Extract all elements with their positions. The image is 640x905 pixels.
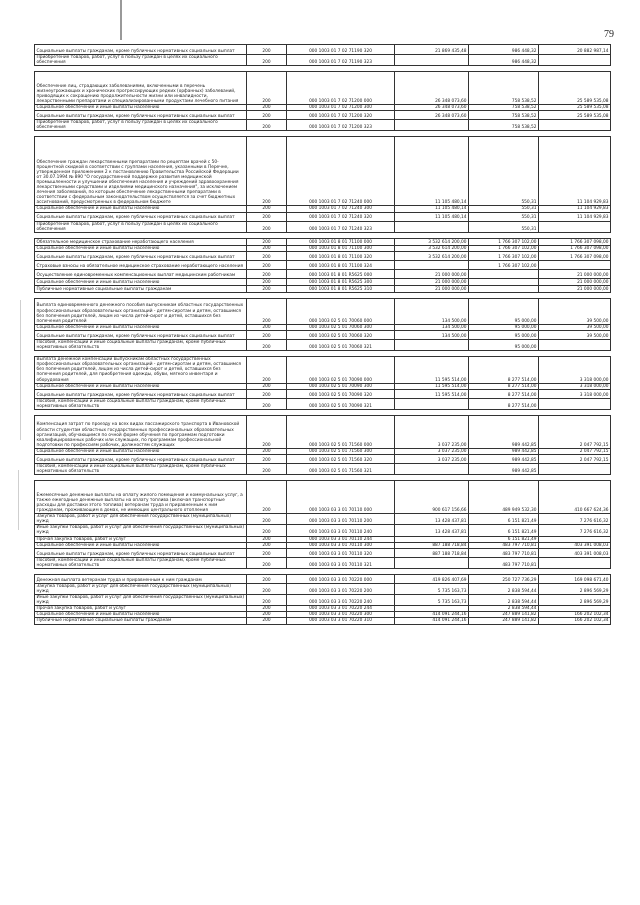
table-row	[35, 536, 611, 542]
row-description: Иные закупки товаров, работ и услуг для обеспечения государственных (муниципальных) нужд	[35, 525, 247, 536]
row-admin-code: 200	[247, 278, 287, 285]
row-admin-code: 200	[247, 269, 287, 278]
row-approved-amount: 11 595 514,00	[395, 389, 469, 398]
row-admin-code: 200	[247, 339, 287, 350]
row-admin-code: 200	[247, 448, 287, 454]
row-approved-amount: 26 348 073,60	[395, 72, 469, 105]
row-approved-amount: 13 428 437,81	[395, 514, 469, 525]
row-executed-amount: 95 000,00	[469, 298, 539, 324]
row-budget-code: 000 1003 02 5 01 70060 300	[287, 324, 395, 330]
row-budget-code: 000 1003 01 7 02 71200 320	[287, 111, 395, 120]
table-row	[35, 251, 611, 260]
row-unexecuted-amount: 21 000 000,00	[539, 278, 611, 285]
page-number: 79	[604, 29, 614, 40]
row-description: Пособия, компенсации и иные социальные выплаты гражданам, кроме публичных нормативных обязательств	[35, 339, 247, 350]
row-approved-amount: 3 037 235,00	[395, 448, 469, 454]
row-admin-code: 200	[247, 398, 287, 409]
row-approved-amount: 134 500,00	[395, 298, 469, 324]
row-unexecuted-amount: 7 276 616,32	[539, 525, 611, 536]
table-row	[35, 606, 611, 612]
row-description: Социальные выплаты гражданам, кроме публичных нормативных социальных выплат	[35, 45, 247, 55]
table-row	[35, 548, 611, 557]
row-admin-code: 200	[247, 481, 287, 514]
row-description: Денежная выплата ветеранам труда и приравненным к ним гражданам	[35, 574, 247, 583]
row-approved-amount: 887 188 718,84	[395, 548, 469, 557]
row-unexecuted-amount: 11 104 929,83	[539, 206, 611, 212]
table-row	[35, 238, 611, 245]
row-approved-amount: 5 735 163,73	[395, 595, 469, 606]
table-row	[35, 330, 611, 339]
row-budget-code: 000 1003 03 3 01 70220 310	[287, 618, 395, 624]
row-approved-amount: 11 105 480,14	[395, 137, 469, 206]
row-executed-amount: 95 000,00	[469, 330, 539, 339]
row-description: Пособия, компенсации и иные социальные выплаты гражданам, кроме публичных нормативных обязательств	[35, 557, 247, 568]
row-unexecuted-amount: 2 896 569,29	[539, 595, 611, 606]
row-unexecuted-amount: 169 098 671,40	[539, 574, 611, 583]
row-admin-code: 200	[247, 245, 287, 251]
row-executed-amount: 986 448,32	[469, 45, 539, 55]
row-description: Социальные выплаты гражданам, кроме публичных нормативных социальных выплат	[35, 251, 247, 260]
row-description: Социальное обеспечение и иные выплаты населению	[35, 206, 247, 212]
row-unexecuted-amount: 166 202 102,34	[539, 618, 611, 624]
row-approved-amount: 11 105 480,14	[395, 206, 469, 212]
table-row	[35, 357, 611, 383]
row-budget-code: 000 1003 03 3 01 70110 321	[287, 557, 395, 568]
row-unexecuted-amount: 2 047 792,15	[539, 454, 611, 463]
row-admin-code: 200	[247, 137, 287, 206]
row-description: Обязательное медицинское страхование неработающего населения	[35, 238, 247, 245]
table-row	[35, 612, 611, 618]
table-row	[35, 298, 611, 324]
table-row	[35, 245, 611, 251]
row-budget-code: 000 1003 01 7 02 71190 323	[287, 55, 395, 66]
row-approved-amount: 900 617 156,66	[395, 481, 469, 514]
row-unexecuted-amount	[539, 221, 611, 232]
table-row	[35, 574, 611, 583]
row-description: Компенсация затрат по проезду на всех видах пассажирского транспорта в Ивановской области студентам областных государственных профессиональных образовательных организаций, обучающимся по очной форме обучения по программам подготовки квалифицированных рабочих или служащих, по программам профессиональной подготовки по профессиям рабочих, должностям служащих	[35, 415, 247, 448]
row-admin-code: 200	[247, 357, 287, 383]
row-admin-code: 200	[247, 463, 287, 474]
row-unexecuted-amount	[539, 557, 611, 568]
row-description: Социальное обеспечение и иные выплаты населению	[35, 448, 247, 454]
row-executed-amount: 989 442,85	[469, 454, 539, 463]
row-description: Социальные выплаты гражданам, кроме публичных нормативных социальных выплат	[35, 389, 247, 398]
row-executed-amount: 8 277 514,00	[469, 398, 539, 409]
table-row	[35, 463, 611, 474]
row-approved-amount: 887 188 718,84	[395, 542, 469, 548]
row-admin-code: 200	[247, 583, 287, 594]
row-executed-amount: 2 838 594,44	[469, 583, 539, 594]
table-row	[35, 278, 611, 285]
row-budget-code: 000 1003 02 5 01 71560 321	[287, 463, 395, 474]
row-approved-amount: 414 091 244,16	[395, 612, 469, 618]
row-approved-amount	[395, 339, 469, 350]
row-budget-code: 000 1003 03 3 01 70220 240	[287, 595, 395, 606]
row-budget-code: 000 1003 01 8 01 71100 324	[287, 260, 395, 269]
row-description: Пособия, компенсации и иные социальные выплаты гражданам, кроме публичных нормативных обязательств	[35, 463, 247, 474]
budget-execution-table	[34, 44, 611, 625]
row-budget-code: 000 1003 02 5 01 71560 320	[287, 454, 395, 463]
row-budget-code: 000 1003 01 8 01 71100 300	[287, 245, 395, 251]
row-description: Социальное обеспечение и иные выплаты населению	[35, 324, 247, 330]
row-unexecuted-amount	[539, 55, 611, 66]
row-description: Приобретение товаров, работ, услуг в пользу граждан в целях их социального обеспечения	[35, 55, 247, 66]
table-row	[35, 212, 611, 221]
row-description: Прочая закупка товаров, работ и услуг	[35, 536, 247, 542]
row-approved-amount: 11 595 514,00	[395, 357, 469, 383]
row-admin-code: 200	[247, 536, 287, 542]
row-description: Публичные нормативные социальные выплаты гражданам	[35, 285, 247, 292]
row-approved-amount	[395, 260, 469, 269]
row-approved-amount	[395, 221, 469, 232]
row-unexecuted-amount: 25 589 535,08	[539, 111, 611, 120]
row-admin-code: 200	[247, 415, 287, 448]
row-unexecuted-amount: 39 500,00	[539, 324, 611, 330]
row-executed-amount: 95 000,00	[469, 324, 539, 330]
row-budget-code: 000 1003 02 5 01 70060 320	[287, 330, 395, 339]
row-budget-code: 000 1003 02 5 01 70090 000	[287, 357, 395, 383]
row-admin-code: 200	[247, 251, 287, 260]
table-row	[35, 324, 611, 330]
row-admin-code: 200	[247, 298, 287, 324]
row-unexecuted-amount: 1 766 307 098,00	[539, 251, 611, 260]
row-budget-code: 000 1003 01 7 02 71240 300	[287, 206, 395, 212]
row-approved-amount: 3 037 235,00	[395, 415, 469, 448]
scan-artifact-line	[18, 470, 19, 530]
row-executed-amount: 8 277 514,00	[469, 389, 539, 398]
row-admin-code: 200	[247, 111, 287, 120]
row-description: Социальное обеспечение и иные выплаты населению	[35, 612, 247, 618]
row-admin-code: 200	[247, 618, 287, 624]
row-unexecuted-amount: 3 318 000,00	[539, 389, 611, 398]
row-executed-amount: 986 448,32	[469, 55, 539, 66]
row-approved-amount: 11 105 480,14	[395, 212, 469, 221]
row-executed-amount	[469, 269, 539, 278]
row-admin-code: 200	[247, 548, 287, 557]
table-row	[35, 137, 611, 206]
row-budget-code: 000 1003 02 5 01 70060 000	[287, 298, 395, 324]
row-admin-code: 200	[247, 525, 287, 536]
row-executed-amount: 758 538,52	[469, 120, 539, 131]
row-budget-code: 000 1003 02 5 01 70090 300	[287, 383, 395, 389]
row-approved-amount: 11 595 514,00	[395, 383, 469, 389]
table-row	[35, 583, 611, 594]
row-unexecuted-amount: 39 500,00	[539, 330, 611, 339]
table-row	[35, 111, 611, 120]
scan-artifact-line	[20, 300, 21, 440]
table-row	[35, 514, 611, 525]
row-executed-amount: 250 727 736,29	[469, 574, 539, 583]
row-executed-amount: 483 797 710,81	[469, 542, 539, 548]
row-budget-code: 000 1003 01 7 02 71200 300	[287, 105, 395, 111]
row-description: Социальное обеспечение и иные выплаты населению	[35, 105, 247, 111]
table-row	[35, 454, 611, 463]
row-budget-code: 000 1003 01 8 01 R5625 300	[287, 278, 395, 285]
row-unexecuted-amount: 3 318 000,00	[539, 383, 611, 389]
row-budget-code: 000 1003 01 7 02 71190 320	[287, 45, 395, 55]
row-description: Выплата денежной компенсации выпускникам областных государственных профессиональных образовательных организаций - детям-сиротам и детям, оставшимся без попечения родителей, лицам из числа детей-сирот и детей, оставшихся без попечения родителей, для приобретения одежды, обуви, мягкого инвентаря и оборудования	[35, 357, 247, 383]
row-executed-amount: 247 889 141,82	[469, 618, 539, 624]
row-executed-amount: 1 766 307 102,00	[469, 251, 539, 260]
row-approved-amount: 3 037 235,00	[395, 454, 469, 463]
row-description: Социальные выплаты гражданам, кроме публичных нормативных социальных выплат	[35, 111, 247, 120]
table-row	[35, 618, 611, 624]
table-row	[35, 221, 611, 232]
row-executed-amount: 989 442,85	[469, 463, 539, 474]
row-executed-amount: 6 151 821,49	[469, 525, 539, 536]
row-approved-amount	[395, 398, 469, 409]
row-description: Обеспечение граждан лекарственными препаратами по рецептам врачей с 50-процентной скидкой в соответствии с группами населения, указанными в Перечне, утвержденном приложением 2 к постановлению Правительства Российской Федерации от 30.07.1994 № 890 "О государственной поддержке развития медицинской промышленности и улучшении обеспечения населения и учреждений здравоохранения лекарственными средствами и изделиями медицинского назначения", за исключением лечения заболеваний, по которым обеспечение лекарственными препаратами в соответствии с федеральным законодательством осуществляется за счет бюджетных ассигнований, предусмотренных в федеральном бюджете	[35, 137, 247, 206]
row-admin-code: 200	[247, 383, 287, 389]
row-budget-code: 000 1003 03 3 01 70110 200	[287, 514, 395, 525]
row-budget-code: 000 1003 03 3 01 70220 200	[287, 583, 395, 594]
table-row	[35, 120, 611, 131]
table-body	[35, 45, 611, 625]
row-budget-code: 000 1003 03 3 01 70220 000	[287, 574, 395, 583]
row-admin-code: 200	[247, 55, 287, 66]
row-admin-code: 200	[247, 45, 287, 55]
row-executed-amount: 1 766 307 102,00	[469, 245, 539, 251]
table-row	[35, 383, 611, 389]
row-budget-code: 000 1003 02 5 01 71560 300	[287, 448, 395, 454]
row-description: Прочая закупка товаров, работ и услуг	[35, 606, 247, 612]
row-budget-code: 000 1003 01 8 01 R5625 000	[287, 269, 395, 278]
row-unexecuted-amount: 410 667 624,36	[539, 481, 611, 514]
table-row	[35, 525, 611, 536]
table-row	[35, 448, 611, 454]
row-executed-amount: 483 797 710,81	[469, 548, 539, 557]
row-admin-code: 200	[247, 260, 287, 269]
row-executed-amount: 989 442,85	[469, 415, 539, 448]
row-approved-amount: 3 532 614 200,00	[395, 238, 469, 245]
row-executed-amount: 550,31	[469, 221, 539, 232]
row-unexecuted-amount	[539, 398, 611, 409]
row-admin-code: 200	[247, 612, 287, 618]
table-row	[35, 72, 611, 105]
row-executed-amount: 758 538,52	[469, 105, 539, 111]
row-admin-code: 200	[247, 330, 287, 339]
row-executed-amount: 2 838 594,44	[469, 606, 539, 612]
row-unexecuted-amount	[539, 463, 611, 474]
row-admin-code: 200	[247, 238, 287, 245]
row-unexecuted-amount: 1 766 307 098,00	[539, 245, 611, 251]
table-row	[35, 415, 611, 448]
row-unexecuted-amount: 2 047 792,15	[539, 415, 611, 448]
row-executed-amount: 1 766 307 102,00	[469, 260, 539, 269]
row-admin-code: 200	[247, 206, 287, 212]
row-admin-code: 200	[247, 221, 287, 232]
row-admin-code: 200	[247, 514, 287, 525]
row-budget-code: 000 1003 02 5 01 71560 000	[287, 415, 395, 448]
row-description: Социальные выплаты гражданам, кроме публичных нормативных социальных выплат	[35, 454, 247, 463]
table-row	[35, 481, 611, 514]
row-executed-amount: 8 277 514,00	[469, 383, 539, 389]
row-unexecuted-amount: 39 500,00	[539, 298, 611, 324]
row-budget-code: 000 1003 03 3 01 70220 244	[287, 606, 395, 612]
row-description: Закупка товаров, работ и услуг для обеспечения государственных (муниципальных) нужд	[35, 583, 247, 594]
row-admin-code: 200	[247, 454, 287, 463]
row-approved-amount: 26 348 073,60	[395, 111, 469, 120]
row-budget-code: 000 1003 01 7 02 71240 320	[287, 212, 395, 221]
row-unexecuted-amount: 11 104 929,83	[539, 137, 611, 206]
scan-mark	[120, 0, 122, 40]
row-executed-amount: 95 000,00	[469, 339, 539, 350]
row-description: Социальные выплаты гражданам, кроме публичных нормативных социальных выплат	[35, 212, 247, 221]
row-approved-amount: 21 000 000,00	[395, 269, 469, 278]
row-approved-amount	[395, 463, 469, 474]
row-approved-amount: 21 000 000,00	[395, 278, 469, 285]
table-row	[35, 55, 611, 66]
row-unexecuted-amount: 25 589 535,08	[539, 72, 611, 105]
row-admin-code: 200	[247, 389, 287, 398]
row-admin-code: 200	[247, 595, 287, 606]
row-budget-code: 000 1003 01 8 01 71100 000	[287, 238, 395, 245]
row-unexecuted-amount: 25 589 535,08	[539, 105, 611, 111]
row-executed-amount: 550,31	[469, 206, 539, 212]
row-approved-amount: 134 500,00	[395, 330, 469, 339]
table-row	[35, 260, 611, 269]
row-unexecuted-amount: 403 391 008,03	[539, 548, 611, 557]
table-row	[35, 206, 611, 212]
row-approved-amount: 21 869 435,48	[395, 45, 469, 55]
table-row	[35, 542, 611, 548]
table-row	[35, 339, 611, 350]
row-admin-code: 200	[247, 285, 287, 292]
row-budget-code: 000 1003 03 3 01 70110 240	[287, 525, 395, 536]
row-executed-amount: 550,31	[469, 137, 539, 206]
row-executed-amount: 2 838 594,44	[469, 595, 539, 606]
row-executed-amount	[469, 285, 539, 292]
row-executed-amount: 1 766 307 102,00	[469, 238, 539, 245]
row-approved-amount: 414 091 244,16	[395, 618, 469, 624]
row-unexecuted-amount: 21 000 000,00	[539, 285, 611, 292]
row-description: Осуществление единовременных компенсационных выплат медицинским работникам	[35, 269, 247, 278]
row-approved-amount: 21 000 000,00	[395, 285, 469, 292]
row-approved-amount: 3 532 614 200,00	[395, 245, 469, 251]
row-description: Приобретение товаров, работ, услуг в пользу граждан в целях их социального обеспечения	[35, 221, 247, 232]
row-description: Закупка товаров, работ и услуг для обеспечения государственных (муниципальных) нужд	[35, 514, 247, 525]
row-admin-code: 200	[247, 324, 287, 330]
row-description: Пособия, компенсации и иные социальные выплаты гражданам, кроме публичных нормативных обязательств	[35, 398, 247, 409]
row-budget-code: 000 1003 03 3 01 70110 000	[287, 481, 395, 514]
row-approved-amount: 13 428 437,81	[395, 525, 469, 536]
row-description: Страховые взносы на обязательное медицинское страхование неработающего населения	[35, 260, 247, 269]
table-row	[35, 269, 611, 278]
row-admin-code: 200	[247, 574, 287, 583]
row-admin-code: 200	[247, 72, 287, 105]
row-approved-amount: 5 735 163,73	[395, 583, 469, 594]
row-unexecuted-amount: 21 000 000,00	[539, 269, 611, 278]
row-description: Ежемесячные денежные выплаты на оплату жилого помещения и коммунальных услуг, а также ежегодные денежные выплаты на оплату топлива (включая транспортные расходы для доставки этого топлива) ветеранам труда и приравненным к ним гражданам, проживающим в домах, не имеющих центрального отопления	[35, 481, 247, 514]
table-row	[35, 285, 611, 292]
row-budget-code: 000 1003 03 3 01 70110 244	[287, 536, 395, 542]
row-budget-code: 000 1003 03 3 01 70220 300	[287, 612, 395, 618]
row-approved-amount: 419 826 407,69	[395, 574, 469, 583]
table-row	[35, 557, 611, 568]
row-description: Социальные выплаты гражданам, кроме публичных нормативных социальных выплат	[35, 548, 247, 557]
row-approved-amount: 3 532 614 200,00	[395, 251, 469, 260]
row-unexecuted-amount: 2 047 792,15	[539, 448, 611, 454]
row-executed-amount: 247 889 141,82	[469, 612, 539, 618]
table-row	[35, 595, 611, 606]
row-executed-amount: 483 797 710,81	[469, 557, 539, 568]
table-row	[35, 45, 611, 55]
row-unexecuted-amount: 403 391 008,03	[539, 542, 611, 548]
table-row	[35, 105, 611, 111]
row-budget-code: 000 1003 01 8 01 R5625 310	[287, 285, 395, 292]
row-description: Социальное обеспечение и иные выплаты населению	[35, 278, 247, 285]
row-executed-amount: 550,31	[469, 212, 539, 221]
row-unexecuted-amount: 7 276 616,32	[539, 514, 611, 525]
table-row	[35, 398, 611, 409]
row-unexecuted-amount: 11 104 929,83	[539, 212, 611, 221]
row-budget-code: 000 1003 03 3 01 70110 320	[287, 548, 395, 557]
row-admin-code: 200	[247, 105, 287, 111]
row-budget-code: 000 1003 01 7 02 71240 323	[287, 221, 395, 232]
row-budget-code: 000 1003 01 7 02 71240 000	[287, 137, 395, 206]
row-approved-amount	[395, 120, 469, 131]
row-description: Выплата единовременного денежного пособия выпускникам областных государственных профессиональных образовательных организаций - детям-сиротам и детям, оставшимся без попечения родителей, лицам из числа детей-сирот и детей, оставшихся без попечения родителей	[35, 298, 247, 324]
row-unexecuted-amount: 2 896 569,29	[539, 583, 611, 594]
row-budget-code: 000 1003 01 8 01 71100 320	[287, 251, 395, 260]
row-description: Публичные нормативные социальные выплаты гражданам	[35, 618, 247, 624]
row-admin-code: 200	[247, 120, 287, 131]
row-admin-code: 200	[247, 606, 287, 612]
row-unexecuted-amount: 166 202 102,34	[539, 612, 611, 618]
row-budget-code: 000 1003 02 5 01 70090 321	[287, 398, 395, 409]
row-unexecuted-amount: 20 882 987,14	[539, 45, 611, 55]
row-executed-amount: 489 949 532,30	[469, 481, 539, 514]
table-row	[35, 389, 611, 398]
row-executed-amount: 758 538,52	[469, 72, 539, 105]
row-approved-amount: 134 500,00	[395, 324, 469, 330]
row-unexecuted-amount	[539, 260, 611, 269]
row-budget-code: 000 1003 01 7 02 71200 000	[287, 72, 395, 105]
row-description: Социальное обеспечение и иные выплаты населению	[35, 245, 247, 251]
row-description: Социальное обеспечение и иные выплаты населению	[35, 383, 247, 389]
row-approved-amount	[395, 557, 469, 568]
row-description: Социальное обеспечение и иные выплаты населению	[35, 542, 247, 548]
row-executed-amount: 6 151 821,49	[469, 536, 539, 542]
row-admin-code: 200	[247, 212, 287, 221]
row-budget-code: 000 1003 02 5 01 70090 320	[287, 389, 395, 398]
row-unexecuted-amount	[539, 120, 611, 131]
row-admin-code: 200	[247, 542, 287, 548]
row-approved-amount: 26 348 073,60	[395, 105, 469, 111]
row-approved-amount	[395, 55, 469, 66]
row-budget-code: 000 1003 03 3 01 70110 300	[287, 542, 395, 548]
row-description: Социальные выплаты гражданам, кроме публичных нормативных социальных выплат	[35, 330, 247, 339]
row-description: Иные закупки товаров, работ и услуг для обеспечения государственных (муниципальных) нужд	[35, 595, 247, 606]
row-description: Приобретение товаров, работ, услуг в пользу граждан в целях их социального обеспечения	[35, 120, 247, 131]
row-unexecuted-amount: 1 766 307 098,00	[539, 238, 611, 245]
row-unexecuted-amount	[539, 339, 611, 350]
row-executed-amount: 989 442,85	[469, 448, 539, 454]
row-executed-amount: 8 277 514,00	[469, 357, 539, 383]
row-budget-code: 000 1003 02 5 01 70060 321	[287, 339, 395, 350]
row-executed-amount	[469, 278, 539, 285]
row-executed-amount: 6 151 821,49	[469, 514, 539, 525]
row-admin-code: 200	[247, 557, 287, 568]
row-executed-amount: 758 538,52	[469, 111, 539, 120]
row-unexecuted-amount: 3 318 000,00	[539, 357, 611, 383]
row-budget-code: 000 1003 01 7 02 71200 323	[287, 120, 395, 131]
row-description: Обеспечение лиц, страдающих заболеваниями, включенными в перечень жизнеугрожающих и хронических прогрессирующих редких (орфанных) заболеваний, приводящих к сокращению продолжительности жизни или инвалидности, лекарственными препаратами и специализированными продуктами лечебного питания	[35, 72, 247, 105]
